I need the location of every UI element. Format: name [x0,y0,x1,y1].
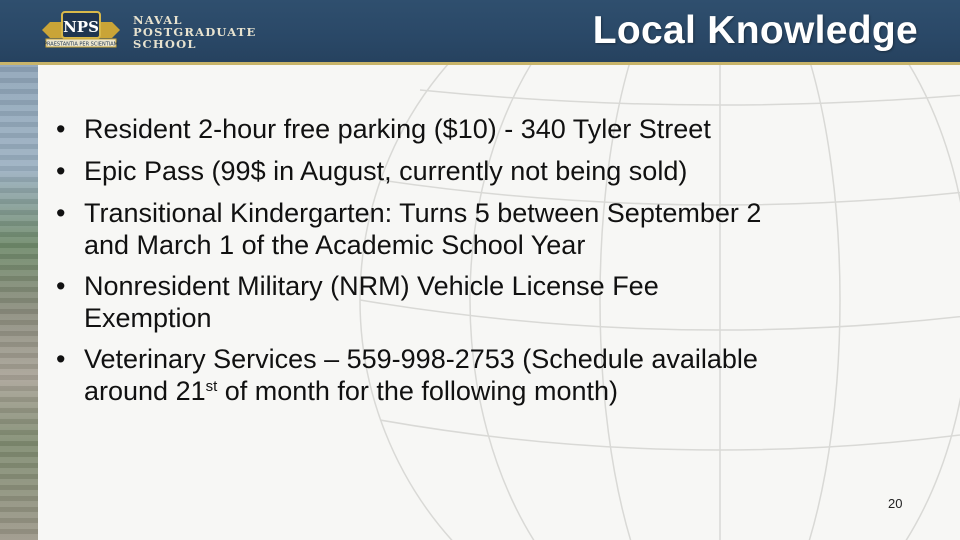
campus-photo-strip [0,65,38,540]
bullet-icon: • [56,156,66,186]
bullet-text-line2: Exemption [84,303,212,333]
logo-ribbon-text: PRAESTANTIA PER SCIENTIAM [44,41,118,48]
bullet-item-veterinary [56,338,916,411]
header-bar [0,0,960,62]
bullet-list [56,108,916,411]
bullet-text-line1: Transitional Kindergarten: Turns 5 between September 2 [84,198,762,228]
bullet-text-post: of month for the following month) [217,376,618,406]
bullet-list-container [56,108,916,411]
wordmark-line: SCHOOL [133,37,197,51]
bullet-icon: • [56,198,66,228]
bullet-icon: • [56,271,66,301]
page-number: 20 [888,496,903,511]
nps-logo-icon [40,8,122,50]
bullet-icon: • [56,114,66,144]
bullet-text-line1: Nonresident Military (NRM) Vehicle License Fee [84,271,659,301]
bullet-text-line2 [84,377,916,411]
bullet-icon: • [56,344,66,374]
wordmark-line: NAVAL [133,13,183,27]
wordmark-line: POSTGRADUATE [133,25,257,39]
bullet-item-parking [56,108,916,150]
bullet-text-line2: and March 1 of the Academic School Year [84,230,586,260]
ordinal-suffix: st [205,378,218,395]
bullet-item-epic-pass [56,150,916,192]
logo-badge-text: NPS [63,18,99,36]
bullet-text: Epic Pass (99$ in August, currently not being sold) [84,156,688,186]
header-divider [0,62,960,65]
bullet-text-pre: around 21 [84,376,206,406]
bullet-text-line1: Veterinary Services – 559-998-2753 (Schedule available [84,344,758,374]
school-wordmark [133,14,257,50]
bullet-text: Resident 2-hour free parking ($10) - 340 Tyler Street [84,114,711,144]
bullet-item-vehicle-fee [56,265,916,338]
bullet-item-kindergarten [56,192,916,265]
slide-title: Local Knowledge [592,9,918,52]
